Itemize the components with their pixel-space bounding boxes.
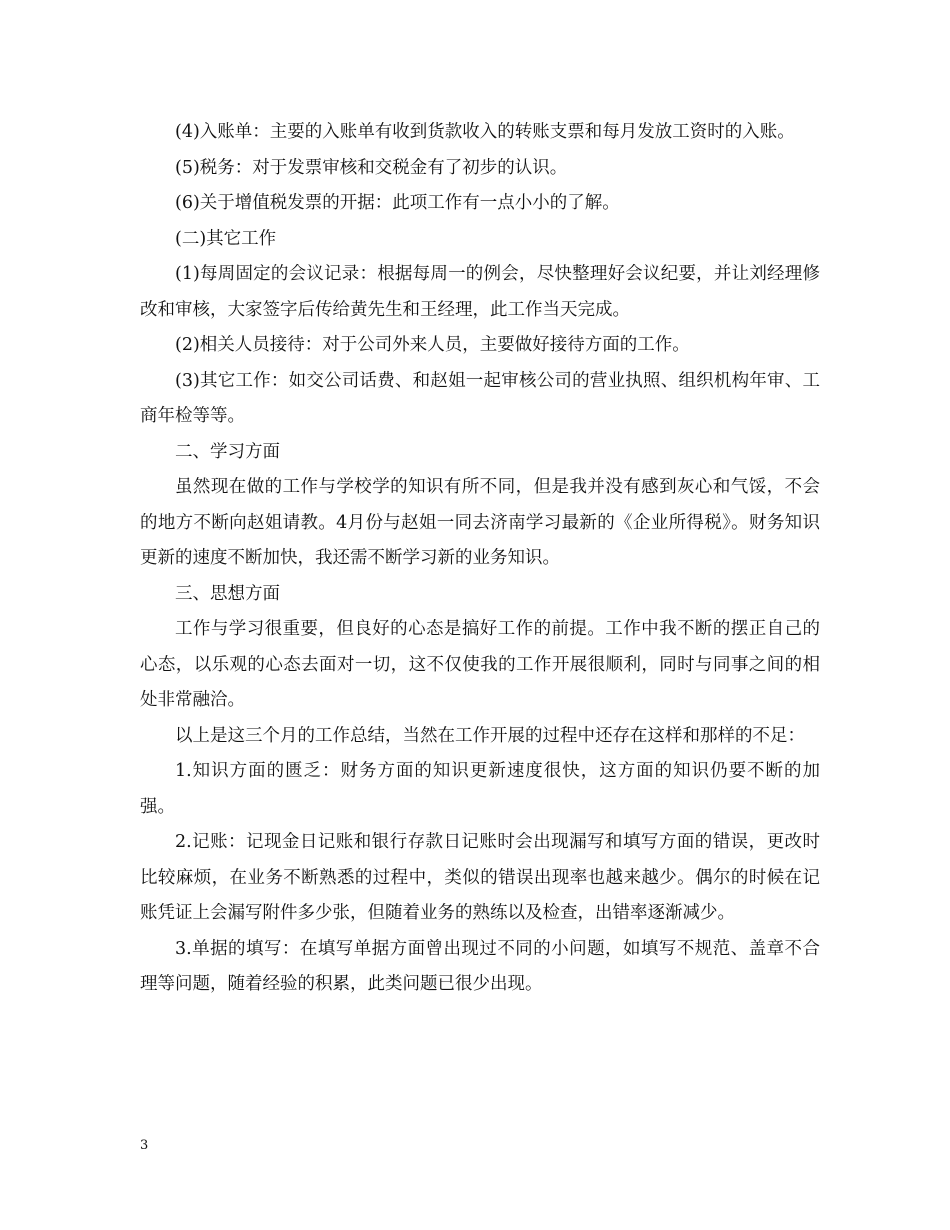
section-heading: (二)其它工作 [175, 228, 277, 249]
paragraph: 以上是这三个月的工作总结，当然在工作开展的过程中还存在这样和那样的不足： [175, 725, 805, 746]
section-heading: 二、学习方面 [175, 441, 280, 462]
list-item: 1.知识方面的匮乏：财务方面的知识更新速度很快，这方面的知识仍要不断的加强。 [140, 761, 820, 817]
paragraph: (3)其它工作：如交公司话费、和赵姐一起审核公司的营业执照、组织机构年审、工商年检等等。 [140, 370, 820, 426]
paragraph: (4)入账单：主要的入账单有收到货款收入的转账支票和每月发放工资时的入账。 [175, 122, 795, 142]
list-item: 2.记账：记现金日记账和银行存款日记账时会出现漏写和填写方面的错误，更改时比较麻烦，在业务不断熟悉的过程中，类似的错误出现率也越来越少。偶尔的时候在记账凭证上会漏写附件多少张，但随着业务的熟练以及检查，出错率逐渐减少。 [140, 832, 820, 923]
paragraph: 虽然现在做的工作与学校学的知识有所不同，但是我并没有感到灰心和气馁，不会的地方不断向赵姐请教。4月份与赵姐一同去济南学习最新的《企业所得税》。财务知识更新的速度不断加快，我还需不断学习新的业务知识。 [140, 477, 820, 568]
paragraph: (1)每周固定的会议记录：根据每周一的例会，尽快整理好会议纪要，并让刘经理修改和审核，大家签字后传给黄先生和王经理，此工作当天完成。 [140, 264, 820, 320]
section-heading: 三、思想方面 [175, 583, 280, 604]
paragraph: 工作与学习很重要，但良好的心态是搞好工作的前提。工作中我不断的摆正自己的心态，以乐观的心态去面对一切，这不仅使我的工作开展很顺利，同时与同事之间的相处非常融洽。 [140, 619, 820, 710]
paragraph: (5)税务：对于发票审核和交税金有了初步的认识。 [175, 157, 568, 178]
document-body [140, 115, 820, 1003]
page-number: 3 [140, 1138, 149, 1153]
paragraph: (2)相关人员接待：对于公司外来人员，主要做好接待方面的工作。 [175, 335, 690, 355]
list-item: 3.单据的填写：在填写单据方面曾出现过不同的小问题，如填写不规范、盖章不合理等问题，随着经验的积累，此类问题已很少出现。 [140, 938, 820, 994]
paragraph: (6)关于增值税发票的开据：此项工作有一点小小的了解。 [175, 193, 620, 213]
